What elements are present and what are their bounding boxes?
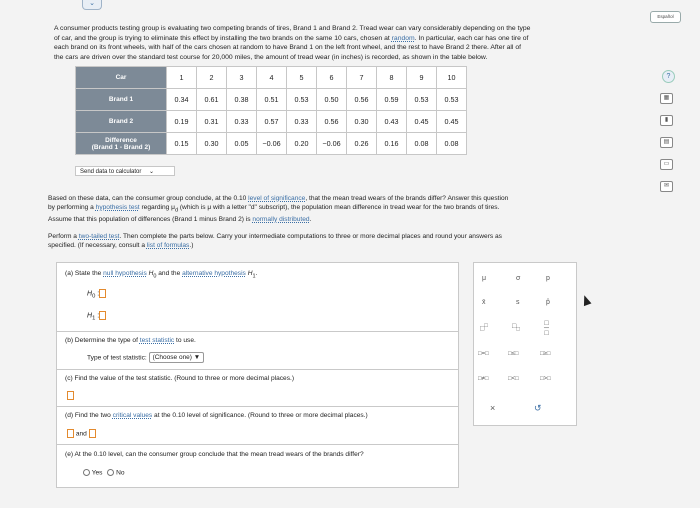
hypothesis-test-link[interactable]: hypothesis test — [95, 204, 140, 211]
table-cell: 0.50 — [317, 89, 347, 111]
table-cell: 0.19 — [167, 111, 197, 133]
table-cell: 0.51 — [257, 89, 287, 111]
h1-symbol: H — [87, 312, 93, 320]
test-statistic-link[interactable]: test statistic — [139, 337, 175, 344]
question-line-2: by performing a hypothesis test regarding $\mu_d$ (which is μ with a letter "d" subscript), the population mean difference in tread wear for the two brands of tires. — [48, 204, 500, 214]
table-cell: 0.20 — [287, 133, 317, 155]
table-cell: 0.53 — [437, 89, 467, 111]
table-cell: 0.34 — [167, 89, 197, 111]
row-label-brand1: Brand 1 — [76, 89, 167, 111]
table-cell: 0.08 — [437, 133, 467, 155]
intro-line-3: each brand on its front wheels, with half of the cars chosen at random to have Brand 1 on the left front wheel, and the rest to have Brand 2 there. After all of — [54, 44, 521, 51]
not-equal-button[interactable]: □≠□ — [478, 376, 489, 382]
table-cell: 0.45 — [437, 111, 467, 133]
table-cell: 0.30 — [347, 111, 377, 133]
send-to-calculator-button[interactable] — [75, 166, 175, 176]
greater-equal-button[interactable]: □≥□ — [540, 351, 551, 357]
answer-parts-panel — [56, 262, 459, 488]
perform-line-1: Perform a two-tailed test. Then complete the parts below. Carry your intermediate computations to three or more decimal places and round your answers as — [48, 233, 502, 240]
part-a — [57, 263, 458, 331]
data-table-icon[interactable]: ▤ — [660, 137, 673, 148]
yes-label: Yes — [91, 469, 103, 477]
critical-values-row — [67, 429, 96, 438]
test-statistic-row — [67, 391, 74, 400]
h0-input[interactable] — [99, 289, 106, 298]
formulas-link[interactable]: list of formulas — [146, 241, 190, 249]
symbol-palette — [473, 262, 577, 426]
table-cell: 0.16 — [377, 133, 407, 155]
table-row — [76, 89, 467, 111]
intro-line-2: of car, and the group is trying to eliminate this effect by installing the two brands on the same 10 cars, chosen at random. In particular, each car has one tire of — [54, 34, 529, 42]
greater-than-button[interactable]: □>□ — [540, 376, 551, 382]
part-c-label: (c) Find the value of the test statistic. (Round to three or more decimal places.) — [65, 375, 295, 382]
undo-icon[interactable]: ↺ — [534, 403, 542, 413]
table-cell: 0.26 — [347, 133, 377, 155]
difference-sublabel: (Brand 1 - Brand 2) — [91, 143, 151, 151]
question-text — [48, 194, 633, 224]
table-cell: 0.15 — [167, 133, 197, 155]
calculator-icon[interactable]: ▦ — [660, 93, 673, 104]
table-cell: 0.56 — [347, 89, 377, 111]
car-number: 4 — [257, 67, 287, 89]
table-cell: 0.05 — [227, 133, 257, 155]
equals-button[interactable]: □=□ — [478, 351, 489, 357]
table-cell: −0.06 — [317, 133, 347, 155]
sigma-button[interactable]: σ — [516, 275, 521, 282]
row-label-brand2: Brand 2 — [76, 111, 167, 133]
part-c — [57, 369, 458, 407]
tread-wear-table — [75, 66, 467, 155]
table-header-row — [76, 67, 467, 89]
dropdown-arrow-icon: ▼ — [193, 354, 201, 361]
car-number: 10 — [437, 67, 467, 89]
mouse-cursor-icon — [581, 294, 592, 306]
table-cell: 0.33 — [227, 111, 257, 133]
table-cell: 0.57 — [257, 111, 287, 133]
h1-input[interactable] — [99, 311, 106, 320]
table-cell: 0.38 — [227, 89, 257, 111]
significance-link[interactable]: level of significance — [248, 195, 306, 202]
no-label: No — [116, 469, 125, 477]
car-header: Car — [76, 67, 167, 89]
question-line-3: Assume that this population of differences (Brand 1 minus Brand 2) is normally distributed. — [48, 216, 312, 224]
random-link[interactable]: random — [391, 34, 415, 42]
car-number: 1 — [167, 67, 197, 89]
part-e-label: (e) At the 0.10 level, can the consumer group conclude that the mean tread wears of the brands differ? — [65, 451, 364, 458]
car-number: 5 — [287, 67, 317, 89]
subscript-icon[interactable]: $□_□$ — [512, 323, 520, 333]
and-text: and — [75, 430, 87, 438]
part-e — [57, 444, 458, 488]
table-cell: 0.61 — [197, 89, 227, 111]
table-cell: 0.45 — [407, 111, 437, 133]
part-b-label: (b) Determine the type of test statistic to use. — [65, 337, 196, 344]
alternative-hypothesis-link[interactable]: alternative hypothesis — [182, 270, 246, 277]
table-cell: 0.43 — [377, 111, 407, 133]
h1-row: $H_1$ : — [87, 311, 106, 322]
table-cell: 0.53 — [287, 89, 317, 111]
car-number: 6 — [317, 67, 347, 89]
table-row — [76, 133, 467, 155]
h0-row: $H_0$ : — [87, 289, 106, 300]
yes-no-row — [83, 469, 125, 476]
table-cell: 0.30 — [197, 133, 227, 155]
car-number: 3 — [227, 67, 257, 89]
no-radio[interactable] — [107, 469, 114, 476]
part-d-label: (d) Find the two critical values at the 0.10 level of significance. (Round to three or more decimal places.) — [65, 412, 368, 419]
test-statistic-input[interactable] — [67, 391, 74, 400]
h0-symbol: H — [87, 290, 93, 298]
table-cell: −0.06 — [257, 133, 287, 155]
part-d — [57, 406, 458, 445]
part-a-label: (a) State the null hypothesis $H_0$ and the alternative hypothesis $H_1$. — [65, 270, 258, 280]
critical-value-2-input[interactable] — [89, 429, 96, 438]
two-tailed-link[interactable]: two-tailed test — [78, 233, 120, 240]
null-hypothesis-link[interactable]: null hypothesis — [103, 270, 147, 277]
table-cell: 0.56 — [317, 111, 347, 133]
test-type-label: Type of test statistic: — [87, 354, 147, 362]
car-number: 8 — [377, 67, 407, 89]
table-cell: 0.08 — [407, 133, 437, 155]
espanol-button[interactable]: Español — [650, 11, 681, 23]
mu-button[interactable]: μ — [482, 275, 487, 282]
xbar-button[interactable]: x̄ — [482, 299, 486, 306]
notes-icon[interactable]: ▭ — [660, 159, 673, 170]
table-cell: 0.53 — [407, 89, 437, 111]
mail-icon[interactable]: ✉ — [660, 181, 673, 192]
test-type-row — [87, 352, 204, 363]
s-button[interactable]: s — [516, 299, 520, 306]
perform-line-2: specified. (If necessary, consult a list of formulas.) — [48, 241, 194, 249]
critical-value-1-input[interactable] — [67, 429, 74, 438]
instructions-text — [48, 233, 633, 250]
p-button[interactable]: p — [546, 275, 550, 282]
collapse-chevron-icon[interactable]: ⌄ — [82, 0, 102, 10]
table-row — [76, 111, 467, 133]
table-cell: 0.59 — [377, 89, 407, 111]
fraction-icon[interactable]: □ ─ □ — [544, 320, 549, 337]
car-number: 2 — [197, 67, 227, 89]
critical-values-link[interactable]: critical values — [112, 412, 153, 419]
row-label-difference — [76, 133, 167, 155]
difference-label: Difference — [105, 136, 137, 144]
ebook-icon[interactable]: ▮ — [660, 115, 673, 126]
test-type-dropdown[interactable]: (Choose one) ▼ — [149, 352, 205, 363]
intro-line-4: the cars are driven over the standard test course for 20,000 miles, the amount of tread wear (in inches) is recorded, as shown in the table below. — [54, 53, 488, 61]
send-label: Send data to calculator — [80, 169, 142, 175]
clear-x-icon[interactable]: × — [490, 403, 496, 413]
problem-intro — [54, 24, 636, 62]
table-cell: 0.33 — [287, 111, 317, 133]
normally-distributed-link[interactable]: normally distributed — [252, 216, 310, 224]
question-line-1: Based on these data, can the consumer group conclude, at the 0.10 level of significance, that the mean tread wears of the brands differ? Answer this question — [48, 195, 509, 202]
car-number: 9 — [407, 67, 437, 89]
yes-radio[interactable] — [83, 469, 90, 476]
superscript-icon[interactable]: □□ — [480, 323, 488, 333]
part-b — [57, 331, 458, 370]
less-equal-button[interactable]: □≤□ — [508, 351, 519, 357]
chevron-down-icon: ⌄ — [149, 169, 155, 175]
help-icon[interactable]: ? — [662, 70, 675, 83]
car-number: 7 — [347, 67, 377, 89]
less-than-button[interactable]: □<□ — [508, 376, 519, 382]
phat-button[interactable]: p̂ — [546, 299, 550, 306]
table-cell: 0.31 — [197, 111, 227, 133]
intro-line-1: A consumer products testing group is evaluating two competing brands of tires, Brand 1 and Brand 2. Tread wear can vary considerably depending on the type — [54, 25, 531, 32]
